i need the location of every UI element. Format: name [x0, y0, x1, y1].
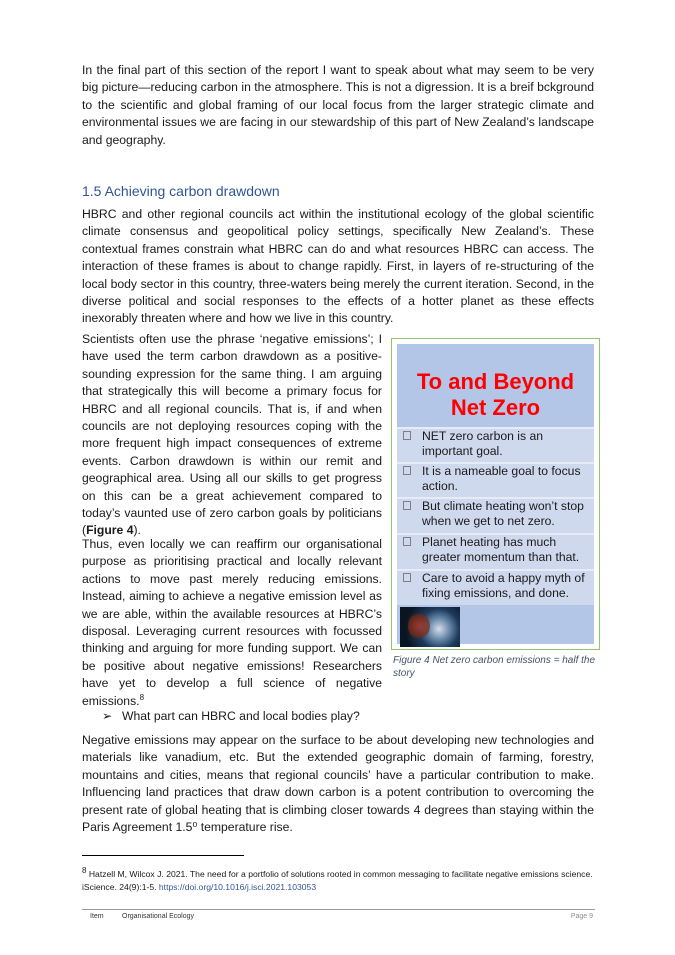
page-number: Page 9	[570, 913, 593, 920]
figure-list-item	[397, 533, 594, 569]
figure-list-item	[397, 462, 594, 497]
bullet-item	[102, 708, 360, 725]
scientists-end: ).	[133, 523, 141, 538]
negative-emissions-paragraph: Negative emissions may appear on the surface to be about developing new technologies and materials like vanadium, etc. But the extended geographic domain of farming, forestry, mountains and cities, means that regional councils’ have a particular contribution to make. Influencing land practices that draw down carbon is a potent contribution to overcoming the present rate of global heating that is climbing closer towards 4 degrees than staying within the Paris Agreement 1.5⁰ temperature rise.	[82, 733, 594, 835]
footnote-doi-link[interactable]: https://doi.org/10.1016/j.isci.2021.103053	[158, 881, 317, 892]
footnote	[82, 868, 594, 893]
figure-list-item	[397, 427, 594, 462]
figure-list-text: But climate heating won’t stop when we get to net zero.	[422, 499, 584, 528]
checkbox-bullet-icon	[403, 537, 411, 546]
footnote-number: 8	[82, 866, 87, 876]
thus-paragraph	[82, 536, 382, 710]
scientists-paragraph	[82, 331, 382, 540]
figure-list-text: It is a nameable goal to focus action.	[422, 464, 581, 493]
earth-globe-image	[400, 607, 460, 647]
figure-list-text: Care to avoid a happy myth of fixing emissions, and done.	[422, 571, 585, 600]
scientists-text: Scientists often use the phrase ‘negative emissions’; I have used the term carbon drawdown as a positive-sounding expression for the same thing. I am arguing that strategically this will become a primary focus for HBRC and all regional councils. That is, if and when councils are not deploying resources coping with the more frequent high impact consequences of extreme events. Carbon drawdown is within our remit and geographical area. Using all our skills to get progress on this can be a great achievement compared to today’s vaunted use of zero carbon goals by politicians (	[82, 332, 382, 538]
figure-list-item	[397, 497, 594, 533]
bullet-text: What part can HBRC and local bodies play?	[122, 709, 360, 723]
checkbox-bullet-icon	[403, 431, 411, 440]
thus-text: Thus, even locally we can reaffirm our organisational purpose as prioritising practical and locally relevant actions to move past merely reducing emissions. Instead, aiming to achieve a negative emission level as we are able, within the available resources at HBRC’s disposal. Leveraging current resources with focussed thinking and arguing for more funding support. We can be positive about negative emissions! Researchers have yet to develop a full science of negative emissions.	[82, 537, 382, 708]
arrow-bullet-icon: ➢	[102, 709, 113, 723]
footer-section-title: Organisational Ecology	[122, 913, 194, 920]
intro-paragraph: In the final part of this section of the report I want to speak about what may seem to be very big picture—reducing carbon in the atmosphere. This is not a digression. It is a breif bckground to the scientific and global framing of our local focus from the larger strategic climate and environmental issues we are facing in our stewardship of this part of New Zealand’s landscape and geography.	[82, 63, 594, 147]
footnote-text: Hatzell M, Wilcox J. 2021. The need for a portfolio of solutions rooted in common messaging to facilitate negative emissions science. iScience. 24(9):1-5.	[82, 869, 593, 892]
figure-list-text: NET zero carbon is an important goal.	[422, 429, 544, 458]
figure-4	[391, 338, 600, 650]
figure-list-item	[397, 569, 594, 605]
figure-reference: Figure 4	[86, 523, 134, 538]
footer-divider	[82, 909, 595, 910]
footer-item-label: Item	[90, 913, 104, 920]
figure-list-text: Planet heating has much greater momentum than that.	[422, 535, 580, 564]
figure-caption: Figure 4 Net zero carbon emissions = half the story	[393, 655, 596, 679]
footnote-divider	[82, 855, 244, 856]
section-heading: 1.5 Achieving carbon drawdown	[82, 183, 280, 199]
footnote-mark: 8	[139, 692, 145, 702]
figure-title: To and Beyond Net Zero	[416, 369, 575, 420]
checkbox-bullet-icon	[403, 466, 411, 475]
checkbox-bullet-icon	[403, 573, 411, 582]
hbrc-paragraph: HBRC and other regional councils act within the institutional ecology of the global scientific climate consensus and geopolitical policy settings, specifically New Zealand’s. These contextual frames constrain what HBRC can do and what resources HBRC can access. The interaction of these frames is about to change rapidly. First, in layers of re-structuring of the local body sector in this country, three-waters being merely the current iteration. Second, in the diverse political and social responses to the effects of a hotter planet as these effects inexorably threaten where and how we live in this country.	[82, 207, 594, 326]
checkbox-bullet-icon	[403, 501, 411, 510]
